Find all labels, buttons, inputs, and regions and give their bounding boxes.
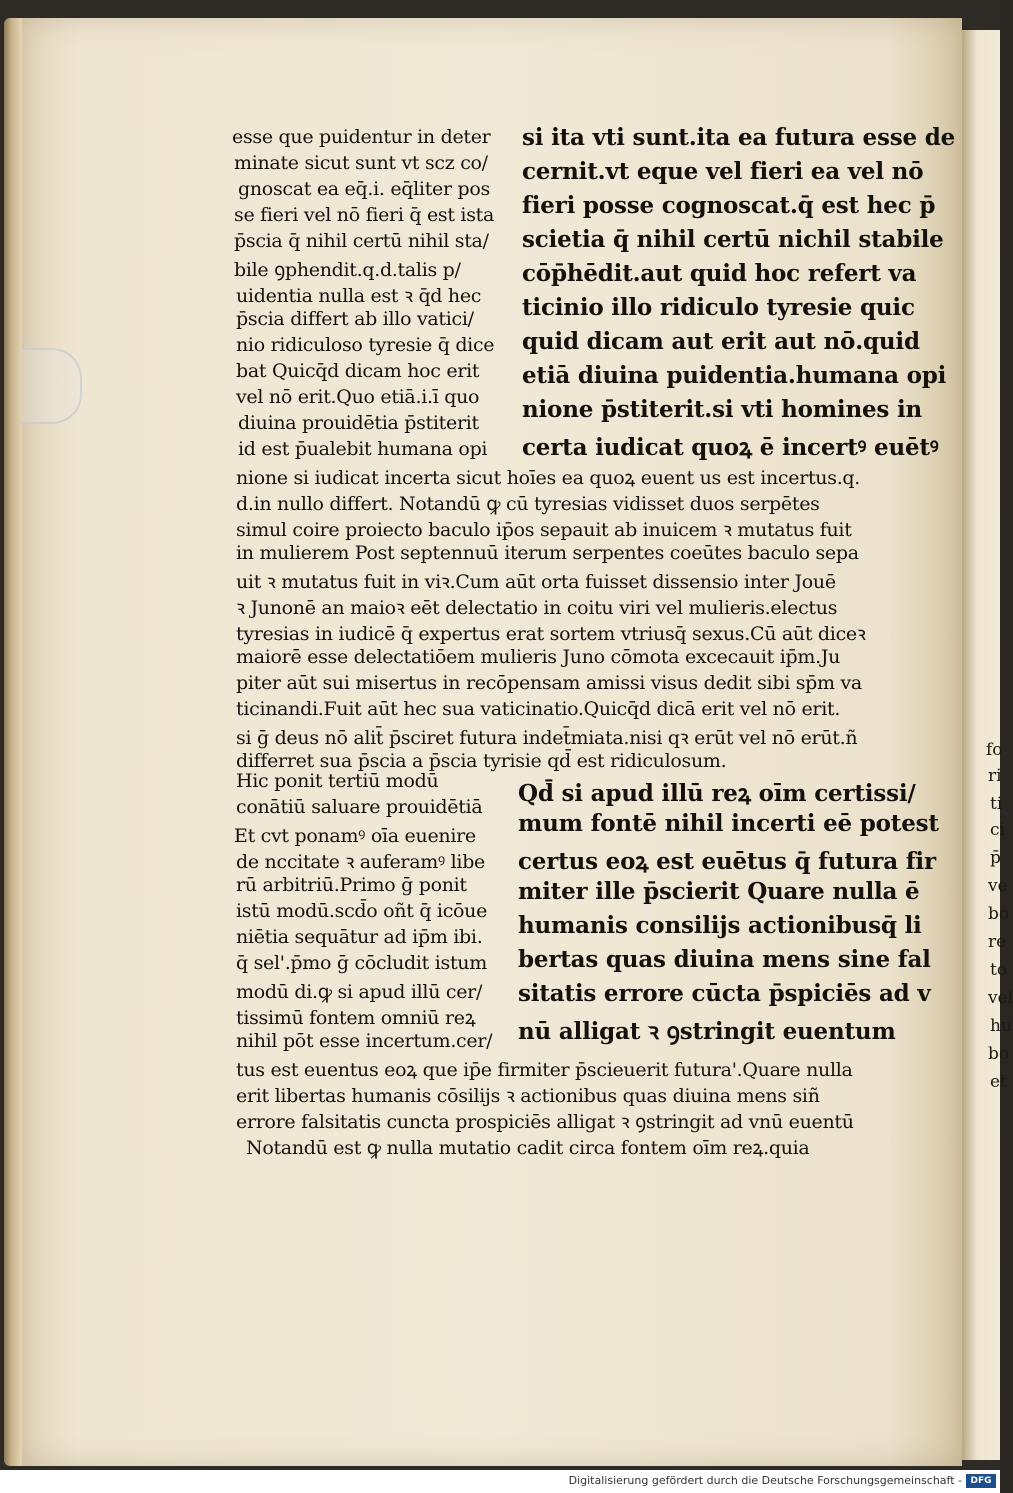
main-text-line: certus eoꝝ est euētus q̄ futura fir <box>518 848 936 875</box>
commentary-line: si ḡ deus nō alit̄ p̄sciret futura indet̄miata.nisi qꝛ erūt vel nō erūt.ñ <box>236 727 858 749</box>
commentary-line: piter aūt sui misertus in recōpensam amissi visus dedit sibi sp̄m va <box>236 672 862 694</box>
main-text-line: miter ille p̄scierit Quare nulla ē <box>518 878 920 905</box>
main-text-line: cernit.vt eque vel fieri ea vel nō <box>522 158 924 185</box>
commentary-line: minate sicut sunt vt scz co/ <box>234 152 488 174</box>
adjacent-fragment: bo <box>988 1044 1010 1064</box>
main-text-line: quid dicam aut erit aut nō.quid <box>522 328 920 355</box>
footer-credit: Digitalisierung gefördert durch die Deutsche Forschungsgemeinschaft - <box>568 1474 962 1487</box>
page-clip <box>22 348 82 424</box>
footer-bar <box>0 1470 1000 1493</box>
commentary-line: gnoscat ea eq̄.i. eq̄liter pos <box>238 178 490 200</box>
commentary-line: bile ꝯphendit.q.d.talis p/ <box>234 259 461 281</box>
adjacent-page-strip <box>962 30 1013 1460</box>
main-text-line: mum fontē nihil incerti eē potest <box>518 810 939 837</box>
commentary-line: p̄scia q̄ nihil certū nihil sta/ <box>234 230 489 252</box>
commentary-line: rū arbitriū.Primo ḡ ponit <box>236 874 467 896</box>
commentary-line: simul coire proiecto baculo ip̄os sepauit ab inuicem ꝛ mutatus fuit <box>236 519 852 541</box>
commentary-line: in mulierem Post septennuū iterum serpentes coeūtes baculo sepa <box>236 542 859 564</box>
commentary-line: maiorē esse delectatiōem mulieris Juno cōmota excecauit ip̄m.Ju <box>236 646 841 668</box>
main-text-line: etiā diuina puidentia.humana opi <box>522 362 947 389</box>
commentary-line: Et cvt ponamꝰ oīa euenire <box>234 825 476 847</box>
commentary-line: nihil pōt esse incertum.cer/ <box>236 1030 493 1052</box>
commentary-line: q̄ sel'.p̄mo ḡ cōcludit istum <box>236 952 487 974</box>
main-text-line: cōp̄hēdit.aut quid hoc refert va <box>522 260 917 287</box>
main-text-line: Qd̄ si apud illū reꝝ oīm certissi/ <box>518 780 916 807</box>
main-text-line: fieri posse cognoscat.q̄ est hec p̄ <box>522 192 936 219</box>
main-text-line: nione p̄stiterit.si vti homines in <box>522 396 923 423</box>
main-text-line: ticinio illo ridiculo tyresie quic <box>522 294 915 321</box>
commentary-line: d.in nullo differt. Notandū ꝙ cū tyresias vidisset duos serpētes <box>236 493 820 515</box>
main-text-line: humanis consilijs actionibusq̄ li <box>518 912 922 939</box>
dfg-logo: DFG <box>966 1474 996 1488</box>
adjacent-fragment: vel <box>988 988 1013 1008</box>
main-text-line: bertas quas diuina mens sine fal <box>518 946 931 973</box>
commentary-line: nione si iudicat incerta sicut hoīes ea quoꝝ euent us est incertus.q. <box>236 467 861 489</box>
commentary-line: esse que puidentur in deter <box>232 126 491 148</box>
commentary-line: tyresias in iudicē q̄ expertus erat sortem vtriusq̄ sexus.Cū aūt diceꝛ <box>236 623 866 645</box>
commentary-line: diuina prouidētia p̄stiterit <box>238 412 479 434</box>
commentary-line: vel nō erit.Quo etiā.i.ī quo <box>236 386 480 408</box>
adjacent-fragment: hu <box>990 1016 1012 1036</box>
commentary-line: ꝛ Junonē an maioꝛ eēt delectatio in coitu viri vel mulieris.electus <box>236 597 838 619</box>
commentary-line: bat Quicq̄d dicam hoc erit <box>236 360 480 382</box>
commentary-line: erit libertas humanis cōsilijs ꝛ actionibus quas diuina mens siñ <box>236 1085 820 1107</box>
commentary-line: id est p̄ualebit humana opi <box>238 438 488 460</box>
adjacent-fragment: p̄ <box>990 848 1001 868</box>
commentary-line: uit ꝛ mutatus fuit in viꝛ.Cum aūt orta fuisset dissensio inter Jouē <box>236 571 836 593</box>
adjacent-fragment: ci <box>990 820 1005 840</box>
adjacent-fragment: re <box>988 932 1007 952</box>
adjacent-fragment: et <box>990 1072 1007 1092</box>
adjacent-fragment: fo <box>986 740 1003 760</box>
main-text-line: si ita vti sunt.ita ea futura esse de <box>522 124 956 151</box>
commentary-line: ticinandi.Fuit aūt hec sua vaticinatio.Quicq̄d dicā erit vel nō erit. <box>236 698 841 720</box>
adjacent-fragment: ri <box>988 766 1002 786</box>
commentary-line: tus est euentus eoꝝ que ip̄e firmiter p̄scieuerit futura'.Quare nulla <box>236 1059 853 1081</box>
commentary-line: niētia sequātur ad ip̄m ibi. <box>236 926 483 948</box>
commentary-line: errore falsitatis cuncta prospiciēs alligat ꝛ ꝯstringit ad vnū euentū <box>236 1111 854 1133</box>
adjacent-fragment: to <box>990 960 1008 980</box>
commentary-line: uidentia nulla est ꝛ q̄d hec <box>236 285 482 307</box>
main-text-line: scietia q̄ nihil certū nichil stabile <box>522 226 944 253</box>
main-text-line: certa iudicat quoꝝ ē incertꝰ euētꝰ <box>522 434 939 461</box>
commentary-line: Notandū est ꝙ nulla mutatio cadit circa fontem oīm reꝝ.quia <box>246 1137 810 1159</box>
main-text-line: sitatis errore cūcta p̄spiciēs ad v <box>518 980 931 1007</box>
commentary-line: differret sua p̄scia a p̄scia tyrisie qd̄ est ridiculosum. <box>236 750 727 772</box>
commentary-line: modū di.ꝙ si apud illū cer/ <box>236 981 483 1003</box>
commentary-line: p̄scia differt ab illo vatici/ <box>236 308 474 330</box>
adjacent-fragment: ve <box>988 876 1008 896</box>
commentary-line: de nccitate ꝛ auferamꝰ libe <box>236 851 485 873</box>
commentary-line: istū modū.scd̄o oñt q̄ icōue <box>236 900 488 922</box>
commentary-line: tissimū fontem omniū reꝝ <box>236 1007 476 1029</box>
adjacent-fragment: ti <box>990 794 1003 814</box>
adjacent-fragment: bo <box>988 904 1010 924</box>
main-text-line: nū alligat ꝛ ꝯstringit euentum <box>518 1018 896 1045</box>
commentary-line: Hic ponit tertiū modū <box>236 770 439 792</box>
commentary-line: nio ridiculoso tyresie q̄ dice <box>236 334 495 356</box>
commentary-line: conātiū saluare prouidētiā <box>236 796 483 818</box>
printed-text <box>232 118 956 1168</box>
commentary-line: se fieri vel nō fieri q̄ est ista <box>234 204 495 226</box>
